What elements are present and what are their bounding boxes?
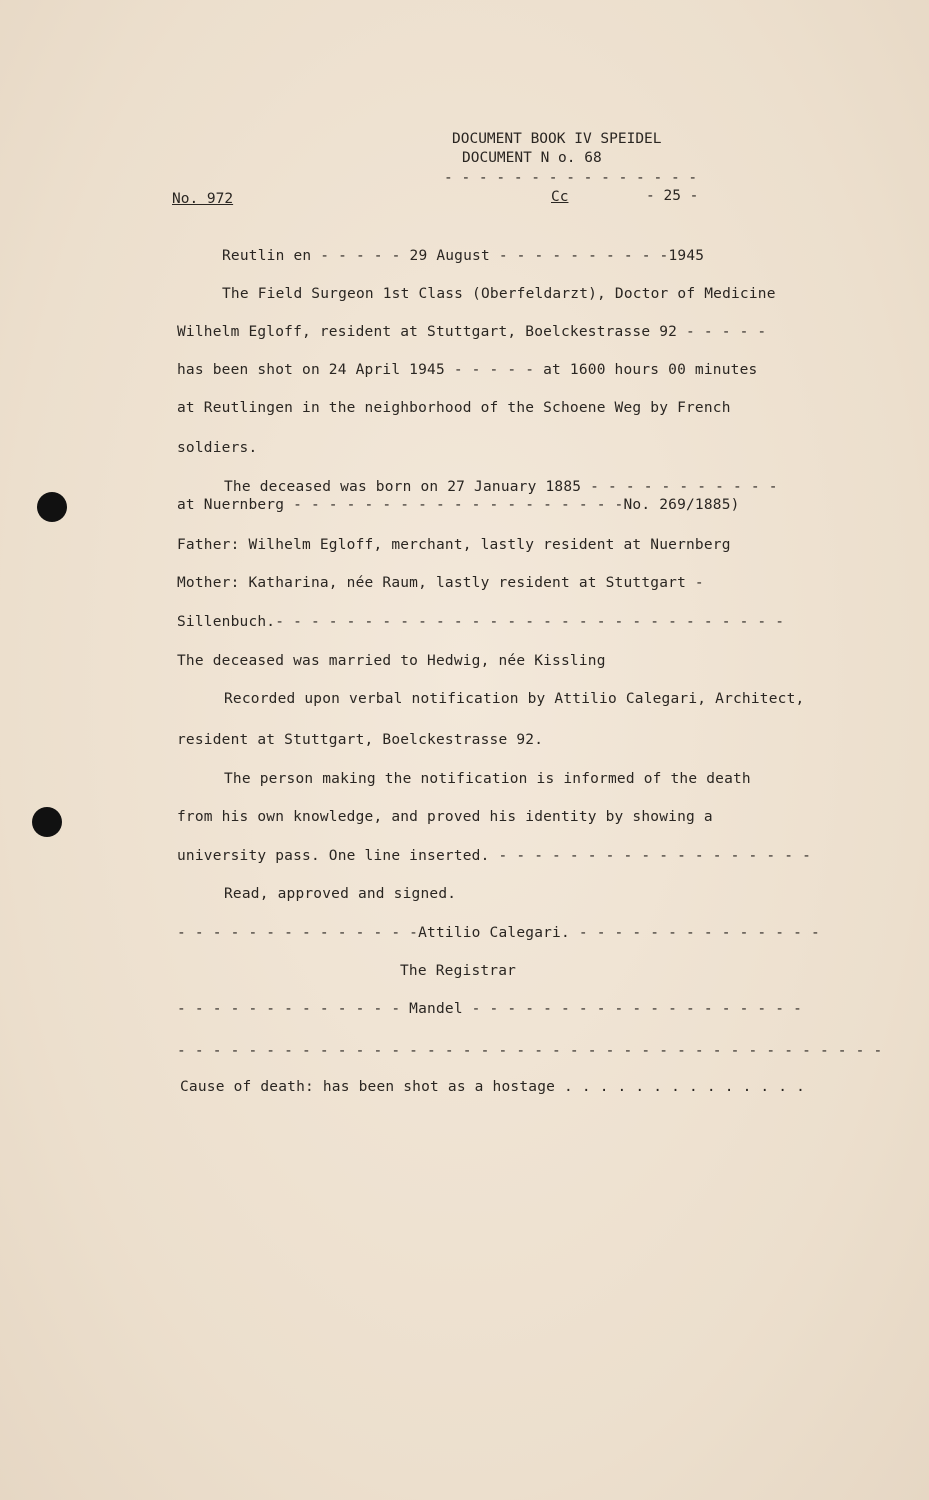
body-line: from his own knowledge, and proved his identity by showing a <box>177 809 713 825</box>
punch-hole-bottom <box>32 807 62 837</box>
body-line: resident at Stuttgart, Boelckestrasse 92. <box>177 732 544 748</box>
header-dash-rule: - - - - - - - - - - - - - - - <box>444 170 698 186</box>
body-line: at Nuernberg - - - - - - - - - - - - - - - - - - -No. 269/1885) <box>177 497 740 513</box>
body-line: Recorded upon verbal notification by Attilio Calegari, Architect, <box>224 691 805 707</box>
body-line: Read, approved and signed. <box>224 886 457 902</box>
page-number: - 25 - <box>646 188 699 204</box>
cause-of-death-line: Cause of death: has been shot as a hostage . . . . . . . . . . . . . . <box>180 1079 806 1095</box>
separator-dash-line: - - - - - - - - - - - - - - - - - - - - - - - - - - - - - - - - - - - - - - - - <box>177 1043 883 1059</box>
registrar-signature-line: - - - - - - - - - - - - - Mandel - - - - - - - - - - - - - - - - - - - <box>177 1001 803 1017</box>
body-line: at Reutlingen in the neighborhood of the Schoene Weg by French <box>177 400 731 416</box>
body-line: The Field Surgeon 1st Class (Oberfeldarzt), Doctor of Medicine <box>222 286 776 302</box>
body-line: Sillenbuch.- - - - - - - - - - - - - - - - - - - - - - - - - - - - - <box>177 614 785 630</box>
spouse-line: The deceased was married to Hedwig, née Kissling <box>177 653 606 669</box>
document-book-title: DOCUMENT BOOK IV SPEIDEL <box>452 131 662 147</box>
registrar-title: The Registrar <box>400 963 517 979</box>
body-line: The deceased was born on 27 January 1885 - - - - - - - - - - - <box>224 479 778 495</box>
mother-line: Mother: Katharina, née Raum, lastly resident at Stuttgart - <box>177 575 704 591</box>
body-line: university pass. One line inserted. - - - - - - - - - - - - - - - - - - <box>177 848 812 864</box>
punch-hole-top <box>37 492 67 522</box>
body-line: has been shot on 24 April 1945 - - - - - at 1600 hours 00 minutes <box>177 362 758 378</box>
document-number: DOCUMENT N o. 68 <box>462 150 602 166</box>
record-number: No. 972 <box>172 191 234 207</box>
body-line: The person making the notification is informed of the death <box>224 771 751 787</box>
father-line: Father: Wilhelm Egloff, merchant, lastly resident at Nuernberg <box>177 537 731 553</box>
copy-marker: Cc <box>551 189 569 205</box>
place-date-line: Reutlin en - - - - - 29 August - - - - - - - - - -1945 <box>222 248 705 264</box>
body-line: soldiers. <box>177 440 258 456</box>
body-line: Wilhelm Egloff, resident at Stuttgart, Boelckestrasse 92 - - - - - <box>177 324 767 340</box>
signature-line: - - - - - - - - - - - - - -Attilio Calegari. - - - - - - - - - - - - - - <box>177 925 820 941</box>
